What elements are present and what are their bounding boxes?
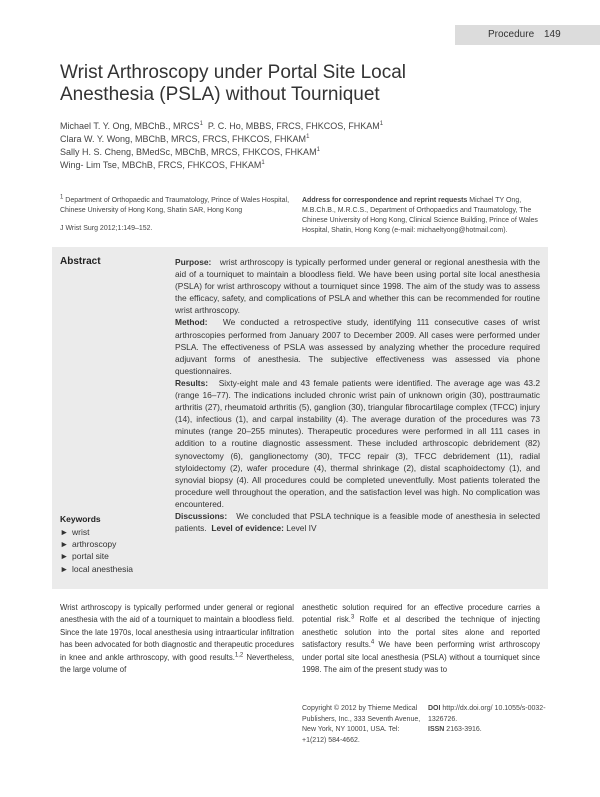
author-line: Wing- Lim Tse, MBChB, FRCS, FHKCOS, FHKAM$^1$: [60, 160, 265, 170]
copyright-notice: Copyright © 2012 by Thieme Medical Publishers, Inc., 333 Seventh Avenue, New York, NY 10001, USA. Tel: +1(212) 584-4662.: [302, 705, 421, 744]
keyword-item: ► arthroscopy: [60, 539, 117, 550]
correspondence: Address for correspondence and reprint requests Michael TY Ong, M.B.Ch.B., M.R.C.S., Department of Orthopaedics and Traumatology, The Chinese University of Hong Kong, Clinical Science Building, Prince of Wales Hospital, Shatin, Hong Kong (e-mail: michaeltyong@hotmail.com).: [302, 197, 538, 234]
title-line-1: Wrist Arthroscopy under Portal Site Local: [60, 62, 407, 83]
abstract-heading: Abstract: [60, 256, 101, 267]
abstract-results: Results: Sixty-eight male and 43 female patients were identified. The average age was 43.2 (range 16–77). The indications included chronic wrist pain of unknown origin (30), posttraumatic arthritis (27), rheumatoid arthritis (5), ganglion (30), triangular fibrocartilage complex (TFCC) injury (14), infectious (1), and carpal instability (4). The average duration of the procedures was 73 minutes (range 20–255 minutes). Therapeutic procedures were performed in all 111 cases in addition to a routine diagnostic assessment. These included arthroscopic debridement (82) synovectomy (6), ganglionectomy (30), TFCC repair (3), TFCC debridement (11), radial styloidectomy (2), wafer procedure (4), thermal shrinkage (2), distal scaphoidectomy (1), and synovial biopsy (4). All procedures could be completed uneventfully. Most patients tolerated the procedure well throughout the operation, and the satisfaction level was high. No complication was encountered.: [175, 377, 541, 509]
triangle-bullet-icon: ►: [60, 563, 69, 574]
section-label: Procedure: [488, 29, 535, 40]
author-line: Michael T. Y. Ong, MBChB., MRCS$^1$ P. C. Ho, MBBS, FRCS, FHKCOS, FHKAM$^1$: [60, 121, 384, 131]
abstract-body: [175, 256, 540, 534]
triangle-bullet-icon: ►: [60, 539, 69, 550]
doi-issn-block: DOI http://dx.doi.org/ 10.1055/s-0032-1326726. ISSN 2163-3916.: [428, 705, 546, 733]
abstract-method: Method: We conducted a retrospective study, identifying 111 consecutive cases of wrist arthroscopies performed from January 2007 to December 2009. All cases were performed under PSLA. The effectiveness of PSLA was assessed by analyzing whether the procedure required adjuvant forms of anesthesia. The subjective effectiveness was assessed via phone questionnaires.: [175, 317, 540, 376]
abstract-discussion: Discussions: We concluded that PSLA technique is a feasible mode of anesthesia in selected patients. Level of evidence: Level IV: [175, 510, 540, 534]
triangle-bullet-icon: ►: [60, 527, 69, 537]
keyword-item: ► local anesthesia: [60, 563, 133, 574]
author-list: [60, 120, 540, 172]
affiliation: $^1$ Department of Orthopaedic and Traumatology, Prince of Wales Hospital, Chinese University of Hong Kong, Shatin SAR, Hong Kong: [60, 194, 290, 214]
keyword-item: ► wrist: [60, 527, 90, 537]
body-column-right: anesthetic solution required for an effective procedure carries a potential risk.$^3$ Rolfe et al described the technique of injecting anesthetic solution into the portal sites alone and reported satisfactory results.$^4$ We have been performing wrist arthroscopy under portal site local anesthesia (PSLA) without a tourniquet since 1998. The aim of the present study was to: [302, 603, 541, 675]
keywords-heading: Keywords: [60, 514, 101, 524]
author-line: Sally H. S. Cheng, BMedSc, MBChB, MRCS, FHKCOS, FHKAM$^1$: [60, 147, 320, 157]
title-line-2: Anesthesia (PSLA) without Tourniquet: [60, 84, 380, 105]
article-title: [60, 62, 530, 106]
correspondence-label: Address for correspondence and reprint requests: [302, 197, 468, 204]
abstract-purpose: Purpose: wrist arthroscopy is typically performed under general or regional anesthesia with the aid of a tourniquet to maintain a bloodless field. We have been using portal site local anesthesia (PSLA) for wrist arthroscopy without a tourniquet since 1998. The aim of the study was to assess the efficacy, safety, and complications of PSLA and whether this can be recommended for routine wrist arthroscopy.: [175, 257, 541, 316]
page-number: 149: [544, 29, 561, 40]
journal-citation: J Wrist Surg 2012;1:149–152.: [60, 225, 153, 232]
body-column-left: Wrist arthroscopy is typically performed under general or regional anesthesia with the aid of a tourniquet to maintain a bloodless field. Since the late 1970s, local anesthesia using intraarticular infiltration has been advocated for both diagnostic and therapeutic procedures in knee and ankle arthroscopy, with good results.$^{1,2}$ Nevertheless, the large volume of: [60, 603, 295, 675]
keywords-list: [60, 526, 133, 575]
author-line: Clara W. Y. Wong, MBChB, MRCS, FRCS, FHKCOS, FHKAM$^1$: [60, 134, 310, 144]
triangle-bullet-icon: ►: [60, 551, 69, 562]
keyword-item: ► portal site: [60, 551, 109, 562]
